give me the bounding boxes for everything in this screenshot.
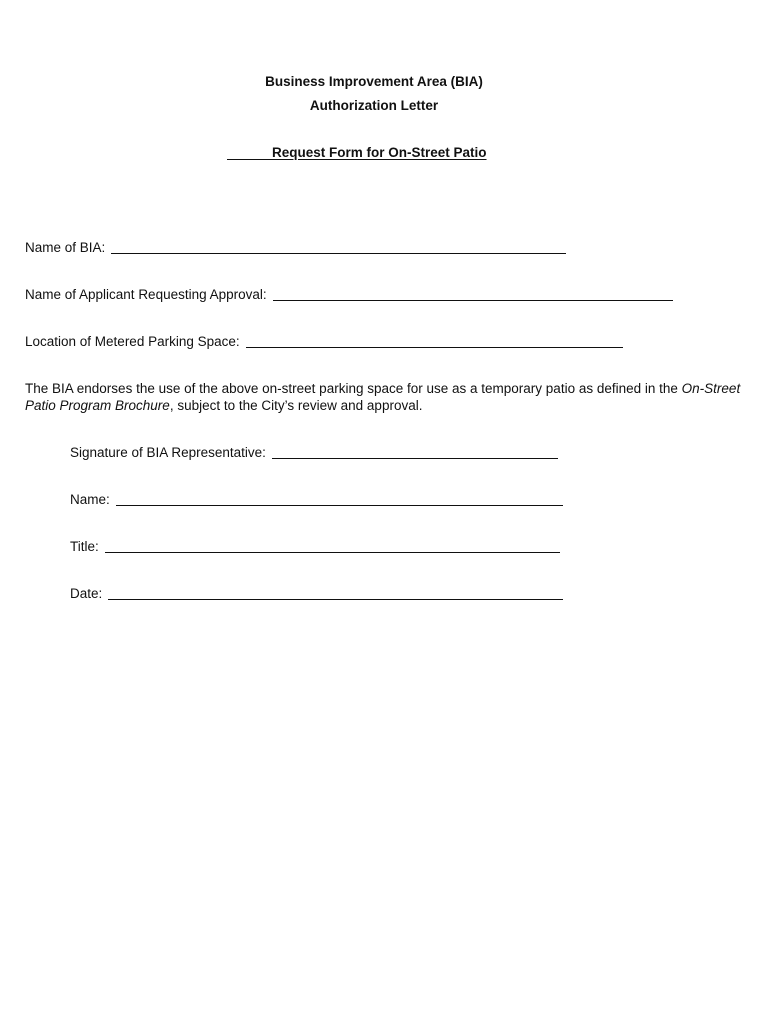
endorsement-statement [25, 380, 745, 414]
date-label: Date: [70, 586, 103, 601]
location-label: Location of Metered Parking Space: [25, 334, 240, 349]
subtitle-underline-lead [227, 145, 272, 160]
rep-name-field [70, 490, 563, 508]
rep-name-label: Name: [70, 492, 110, 507]
brochure-title: On-Street Patio Program Brochure [25, 381, 741, 413]
bia-name-blank[interactable] [111, 239, 566, 254]
document-title: Business Improvement Area (BIA) [265, 74, 483, 89]
document-title-line2: Authorization Letter [309, 98, 439, 113]
statement-part1: The BIA endorses the use of the above on-street parking space for use as a temporary patio as defined in the [25, 381, 678, 396]
subtitle-text: Request Form for On-Street Patio [272, 145, 487, 160]
location-field [25, 332, 623, 350]
rep-name-blank[interactable] [116, 491, 563, 506]
rep-title-blank[interactable] [105, 538, 560, 553]
statement-part2: , subject to the City’s review and approval. [169, 398, 423, 413]
date-field [70, 584, 563, 602]
form-subtitle [227, 145, 487, 160]
location-blank[interactable] [246, 333, 623, 348]
applicant-label: Name of Applicant Requesting Approval: [25, 287, 267, 302]
rep-title-field [70, 537, 560, 555]
signature-field [70, 443, 558, 461]
signature-blank[interactable] [272, 444, 558, 459]
signature-label: Signature of BIA Representative: [70, 445, 266, 460]
rep-title-label: Title: [70, 539, 99, 554]
bia-name-label: Name of BIA: [25, 240, 106, 255]
bia-name-field [25, 238, 566, 256]
applicant-blank[interactable] [273, 286, 673, 301]
date-blank[interactable] [108, 585, 563, 600]
applicant-field [25, 285, 673, 303]
